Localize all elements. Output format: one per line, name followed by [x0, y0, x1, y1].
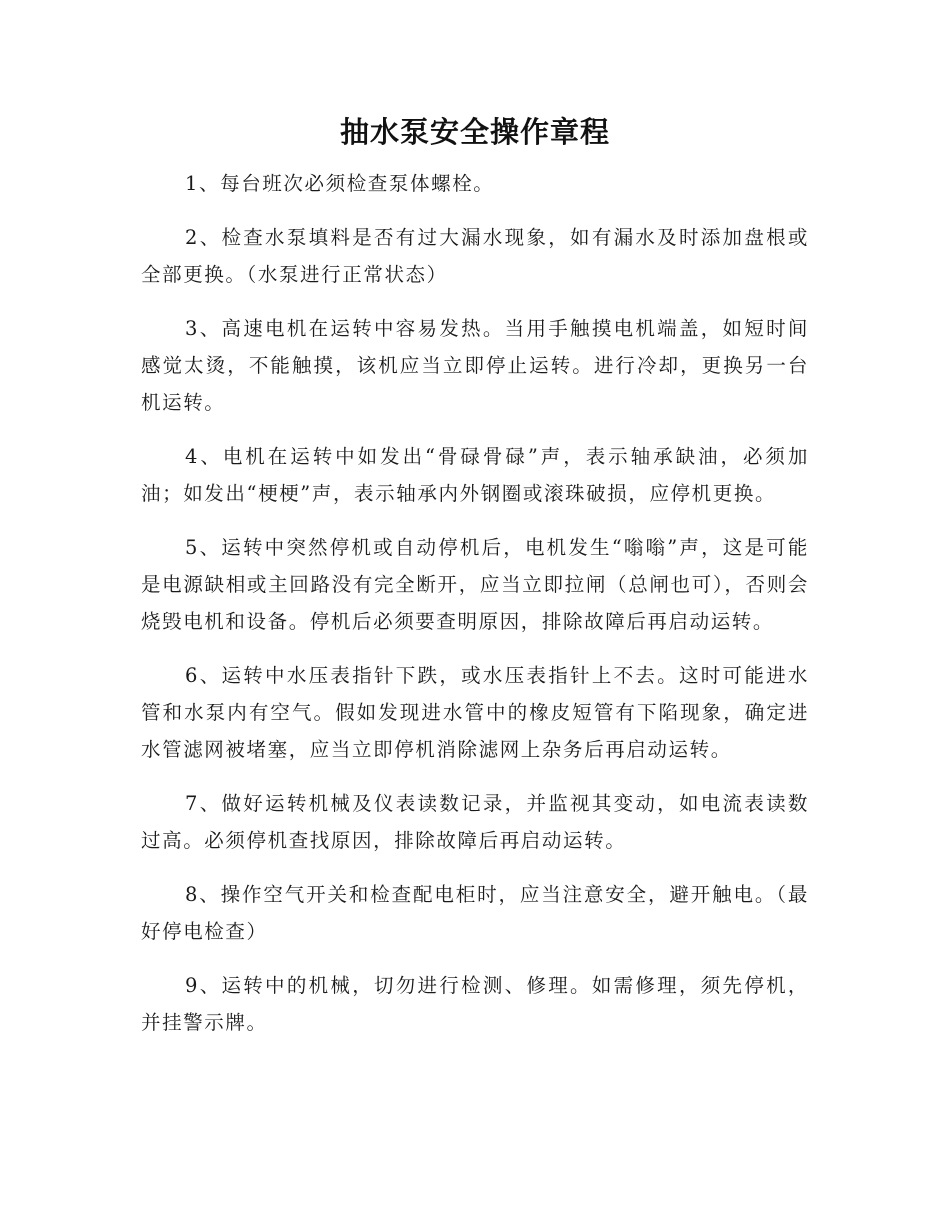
paragraph-4: 4、电机在运转中如发出“骨碌骨碌”声，表示轴承缺油，必须加油；如发出“梗梗”声，表示轴承内外钢圈或滚珠破损，应停机更换。	[141, 445, 809, 505]
paragraph-2: 2、检查水泵填料是否有过大漏水现象，如有漏水及时添加盘根或全部更换。（水泵进行正常状态）	[141, 226, 809, 286]
paragraph-8: 8、操作空气开关和检查配电柜时，应当注意安全，避开触电。（最好停电检查）	[141, 883, 809, 943]
paragraph-9: 9、运转中的机械，切勿进行检测、修理。如需修理，须先停机，并挂警示牌。	[141, 974, 809, 1034]
paragraph-7: 7、做好运转机械及仪表读数记录，并监视其变动，如电流表读数过高。必须停机查找原因，排除故障后再启动运转。	[141, 792, 809, 852]
paragraph-5: 5、运转中突然停机或自动停机后，电机发生“嗡嗡”声，这是可能是电源缺相或主回路没有完全断开，应当立即拉闸（总闸也可），否则会烧毁电机和设备。停机后必须要查明原因，排除故障后再启动运转。	[141, 536, 809, 633]
paragraph-1: 1、每台班次必须检查泵体螺栓。	[185, 172, 495, 195]
paragraph-3: 3、高速电机在运转中容易发热。当用手触摸电机端盖，如短时间感觉太烫，不能触摸，该机应当立即停止运转。进行冷却，更换另一台机运转。	[141, 317, 809, 414]
paragraph-6: 6、运转中水压表指针下跌，或水压表指针上不去。这时可能进水管和水泵内有空气。假如发现进水管中的橡皮短管有下陷现象，确定进水管滤网被堵塞，应当立即停机消除滤网上杂务后再启动运转。	[141, 664, 809, 761]
document-body	[141, 165, 809, 1058]
document-title: 抽水泵安全操作章程	[339, 115, 610, 149]
